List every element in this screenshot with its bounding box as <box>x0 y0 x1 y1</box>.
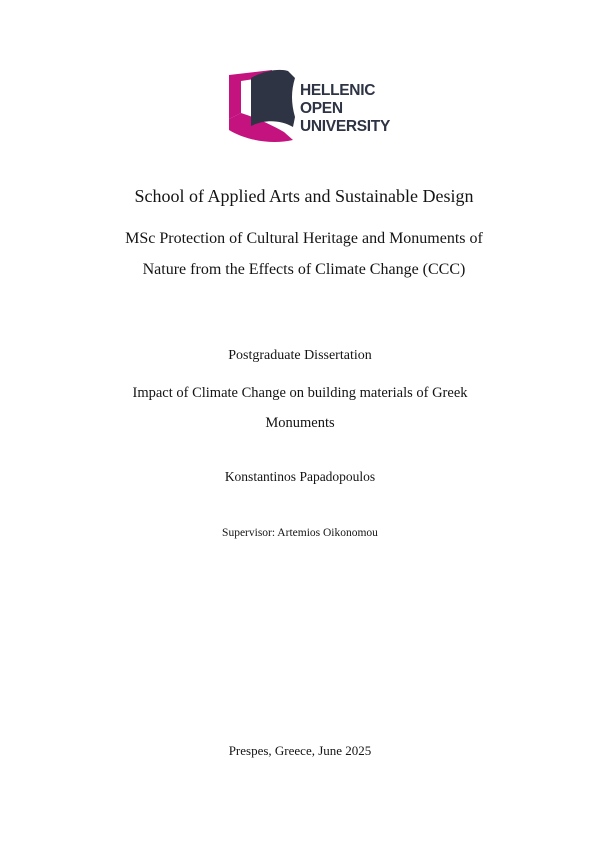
logo-wordmark-line-2: OPEN <box>300 100 343 117</box>
program-name-line-2: Nature from the Effects of Climate Change (CCC) <box>142 261 466 278</box>
logo-dark-page-shape <box>251 70 295 127</box>
author-name: Konstantinos Papadopoulos <box>224 469 376 484</box>
logo-wordmark-line-3: UNIVERSITY <box>300 118 391 135</box>
dissertation-title-line-2: Monuments <box>265 415 335 431</box>
hou-logo <box>229 69 390 147</box>
dissertation-title-line-1: Impact of Climate Change on building materials of Greek <box>132 385 468 401</box>
program-name-line-1: MSc Protection of Cultural Heritage and Monuments of <box>125 230 483 247</box>
logo-wordmark <box>300 82 390 136</box>
document-type: Postgraduate Dissertation <box>228 348 372 363</box>
program-name <box>8 223 600 285</box>
logo-wordmark-line-1: HELLENIC <box>300 82 376 99</box>
supervisor-line: Supervisor: Artemios Oikonomou <box>222 527 378 539</box>
dissertation-title <box>0 378 600 438</box>
open-book-logo-icon <box>229 69 296 147</box>
school-title: School of Applied Arts and Sustainable Design <box>134 186 474 206</box>
place-date: Prespes, Greece, June 2025 <box>228 743 372 758</box>
